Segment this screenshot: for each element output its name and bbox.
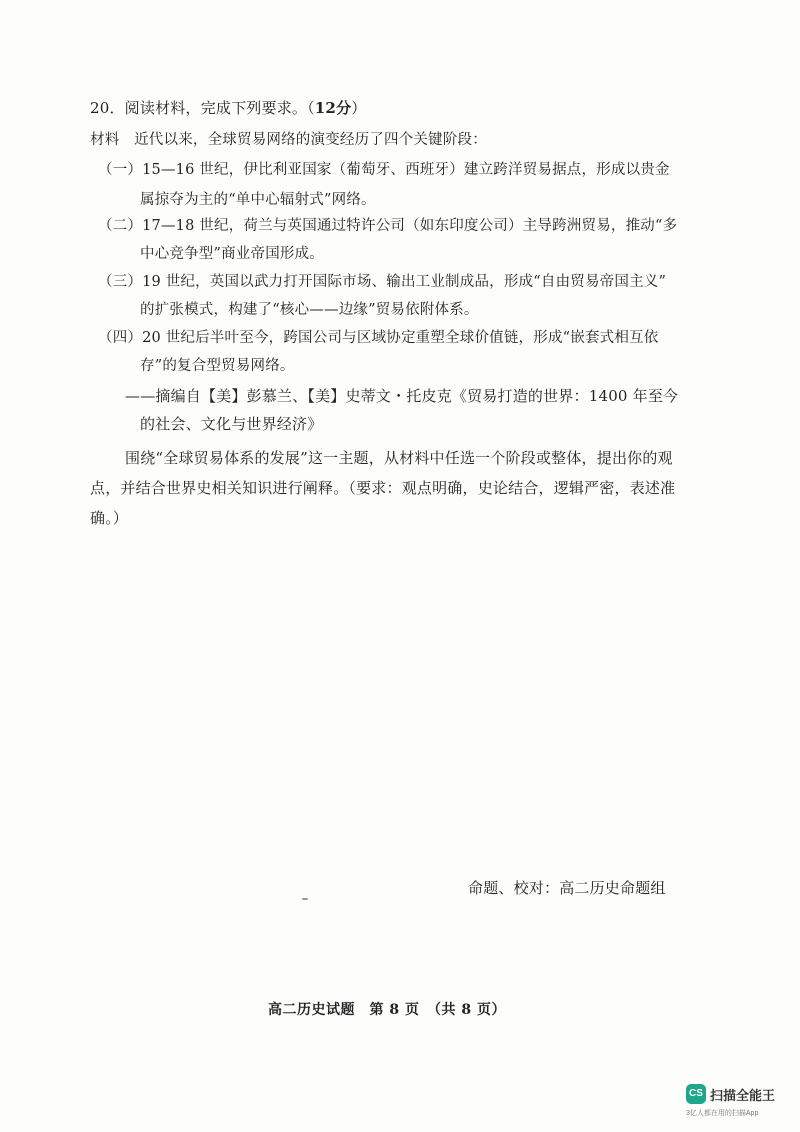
scan-speck [302,898,308,900]
stage-2-line2: 中心竞争型”商业帝国形成。 [140,246,325,262]
question-title-end: ） [351,99,367,117]
footer-text-1: 高二历史试题 第 [268,1002,390,1018]
stage-3-line2: 的扩张模式，构建了“核心——边缘”贸易依附体系。 [140,302,479,318]
footer-page-number: 8 [389,1002,400,1018]
footer-total-pages: 8 [461,1002,472,1018]
task-line1: 围绕“全球贸易体系的发展”这一主题，从材料中任选一个阶段或整体，提出你的观 [125,449,673,467]
page-footer [268,1000,506,1020]
camscanner-name: 扫描全能王 [710,1088,776,1103]
task-line3: 确。） [90,509,129,527]
material-intro: 材料 近代以来，全球贸易网络的演变经历了四个关键阶段： [90,132,487,148]
source-citation-line1: ——摘编自【美】彭慕兰、【美】史蒂文・托皮克《贸易打造的世界：1400 年至今 [125,387,679,405]
source-citation-line2: 的社会、文化与世界经济》 [140,415,323,433]
camscanner-logo-icon: CS [686,1084,706,1104]
stage-1-line2: 属掠夺为主的“单中心辐射式”网络。 [140,192,376,208]
question-score: 12分 [314,99,352,117]
question-title [90,98,366,118]
footer-text-3: 页） [471,1002,506,1018]
question-title-text: 20．阅读材料，完成下列要求。（ [90,99,315,117]
stage-4-line2: 存”的复合型贸易网络。 [140,358,295,374]
stage-2-line1: （二）17—18 世纪，荷兰与英国通过特许公司（如东印度公司）主导跨洲贸易，推动“多 [98,218,678,234]
camscanner-watermark [686,1082,796,1122]
task-line2: 点，并结合世界史相关知识进行阐释。（要求：观点明确，史论结合，逻辑严密，表述准 [90,479,676,497]
stage-3-line1: （三）19 世纪，英国以武力打开国际市场、输出工业制成品，形成“自由贸易帝国主义” [98,274,667,290]
footer-text-2: 页 （共 [399,1002,462,1018]
stage-4-line1: （四）20 世纪后半叶至今，跨国公司与区域协定重塑全球价值链，形成“嵌套式相互依 [98,330,659,346]
stage-1-line1: （一）15—16 世纪，伊比利亚国家（葡萄牙、西班牙）建立跨洋贸易据点，形成以贵金 [98,162,670,178]
author-credit: 命题、校对：高二历史命题组 [468,879,666,897]
camscanner-tagline: 3亿人都在用的扫描App [686,1110,759,1117]
